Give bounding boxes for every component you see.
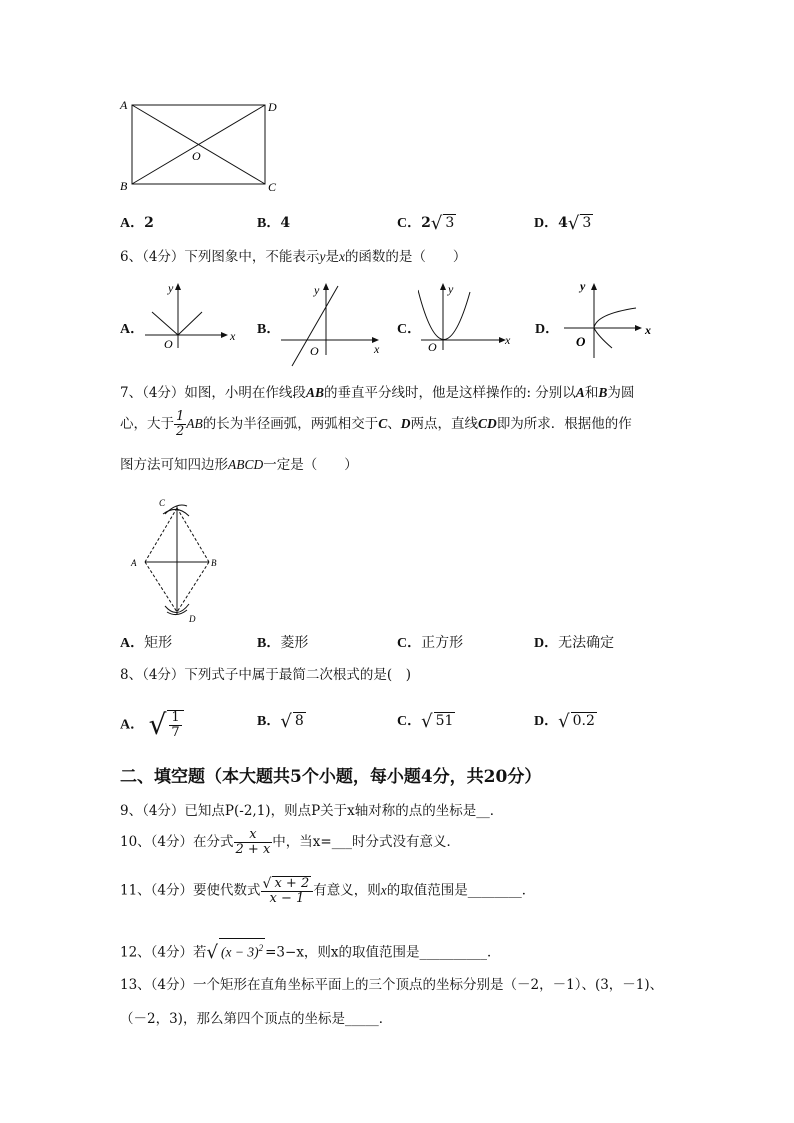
q6-option-d[interactable]: D．: [535, 322, 560, 337]
q7-option-b[interactable]: B．菱形: [257, 635, 309, 651]
q8-options: [120, 700, 680, 740]
q13-line1: 13、（4分）一个矩形在直角坐标平面上的三个顶点的坐标分别是（－2，－1）、(3，－1)、: [120, 977, 664, 993]
svg-text:A: A: [131, 558, 137, 568]
label-a: A: [120, 98, 128, 112]
q6-graph-a: [140, 280, 245, 365]
q5-option-c[interactable]: C．2√ 3: [397, 212, 455, 234]
q6-option-a[interactable]: A．: [120, 322, 145, 337]
q6-stem: 6、（4分）下列图象中，不能表示y是x的函数的是（ ）: [120, 249, 467, 265]
q8-option-a[interactable]: A． √ $\frac{1}{7}$: [120, 708, 184, 741]
svg-text:y: y: [314, 283, 320, 297]
q12-stem: 12、（4分）若√ $(x - 3)^2 =3-x$，则x的取值范围是__________．: [120, 938, 501, 962]
q8-stem: 8、（4分）下列式子中属于最简二次根式的是( ): [120, 667, 411, 683]
q5-options: [120, 212, 680, 236]
svg-text:y: y: [580, 279, 586, 293]
svg-text:x: x: [230, 329, 236, 343]
q6-graph-c: [418, 280, 523, 360]
svg-text:O: O: [310, 344, 319, 358]
q8-option-b[interactable]: B．√ 8: [257, 710, 304, 732]
q7-line2: 心，大于 $\frac{1}{2}$ AB的长为半径画弧，两弧相交于C、D两点，直线CD即为所求．根据他的作: [120, 409, 632, 439]
q5-option-d[interactable]: D．4√ 3: [534, 212, 592, 234]
rectangle-figure: [110, 92, 290, 202]
q9-stem: 9、（4分）已知点P(-2,1)，则点P关于x轴对称的点的坐标是__．: [120, 803, 504, 819]
svg-text:y: y: [168, 281, 174, 295]
svg-text:x: x: [374, 342, 380, 356]
q8-option-d[interactable]: D．√ 0.2: [534, 710, 595, 732]
svg-text:y: y: [448, 282, 454, 296]
rhombus-figure: [125, 494, 230, 624]
label-c: C: [268, 180, 277, 194]
svg-text:B: B: [211, 558, 217, 568]
q13-line2: （－2，3)，那么第四个顶点的坐标是_____．: [120, 1011, 393, 1027]
label-b: B: [120, 179, 128, 193]
q7-line3: 图方法可知四边形ABCD一定是（ ）: [120, 457, 358, 473]
q7-option-c[interactable]: C．正方形: [397, 635, 464, 651]
q7-option-d[interactable]: D．无法确定: [534, 635, 615, 651]
svg-text:O: O: [164, 337, 173, 351]
q5-option-a[interactable]: A．2: [120, 215, 154, 231]
label-d: D: [268, 100, 277, 114]
svg-text:D: D: [189, 614, 196, 624]
q5-option-b[interactable]: B．4: [257, 215, 291, 231]
section-heading: 二、填空题（本大题共5个小题，每小题4分，共20分）: [120, 767, 542, 787]
svg-text:C: C: [159, 498, 166, 508]
svg-text:x: x: [645, 323, 651, 337]
label-o: O: [192, 149, 201, 163]
q8-option-c[interactable]: C．√ 51: [397, 710, 454, 732]
svg-text:x: x: [505, 333, 511, 347]
svg-text:O: O: [576, 334, 586, 349]
q7-options: [120, 632, 680, 656]
q10-stem: 10、（4分）在分式 $\frac{x}{2 + x}$ 中，当x=___时分式没有意义．: [120, 827, 460, 857]
q6-graph-b: [278, 280, 388, 370]
q6-graph-d: [556, 278, 666, 368]
q6-option-b[interactable]: B．: [257, 322, 281, 337]
q7-line1: 7、（4分）如图，小明在作线段AB的垂直平分线时，他是这样操作的: 分别以A和B为圆: [120, 385, 635, 401]
svg-text:O: O: [428, 340, 437, 354]
q11-stem: 11、（4分）要使代数式 $\frac{√ x + 2}{x - 1}$ 有意义，则x的取值范围是________．: [120, 875, 536, 906]
q7-option-a[interactable]: A．矩形: [120, 635, 173, 651]
q6-option-c[interactable]: C．: [397, 322, 422, 337]
